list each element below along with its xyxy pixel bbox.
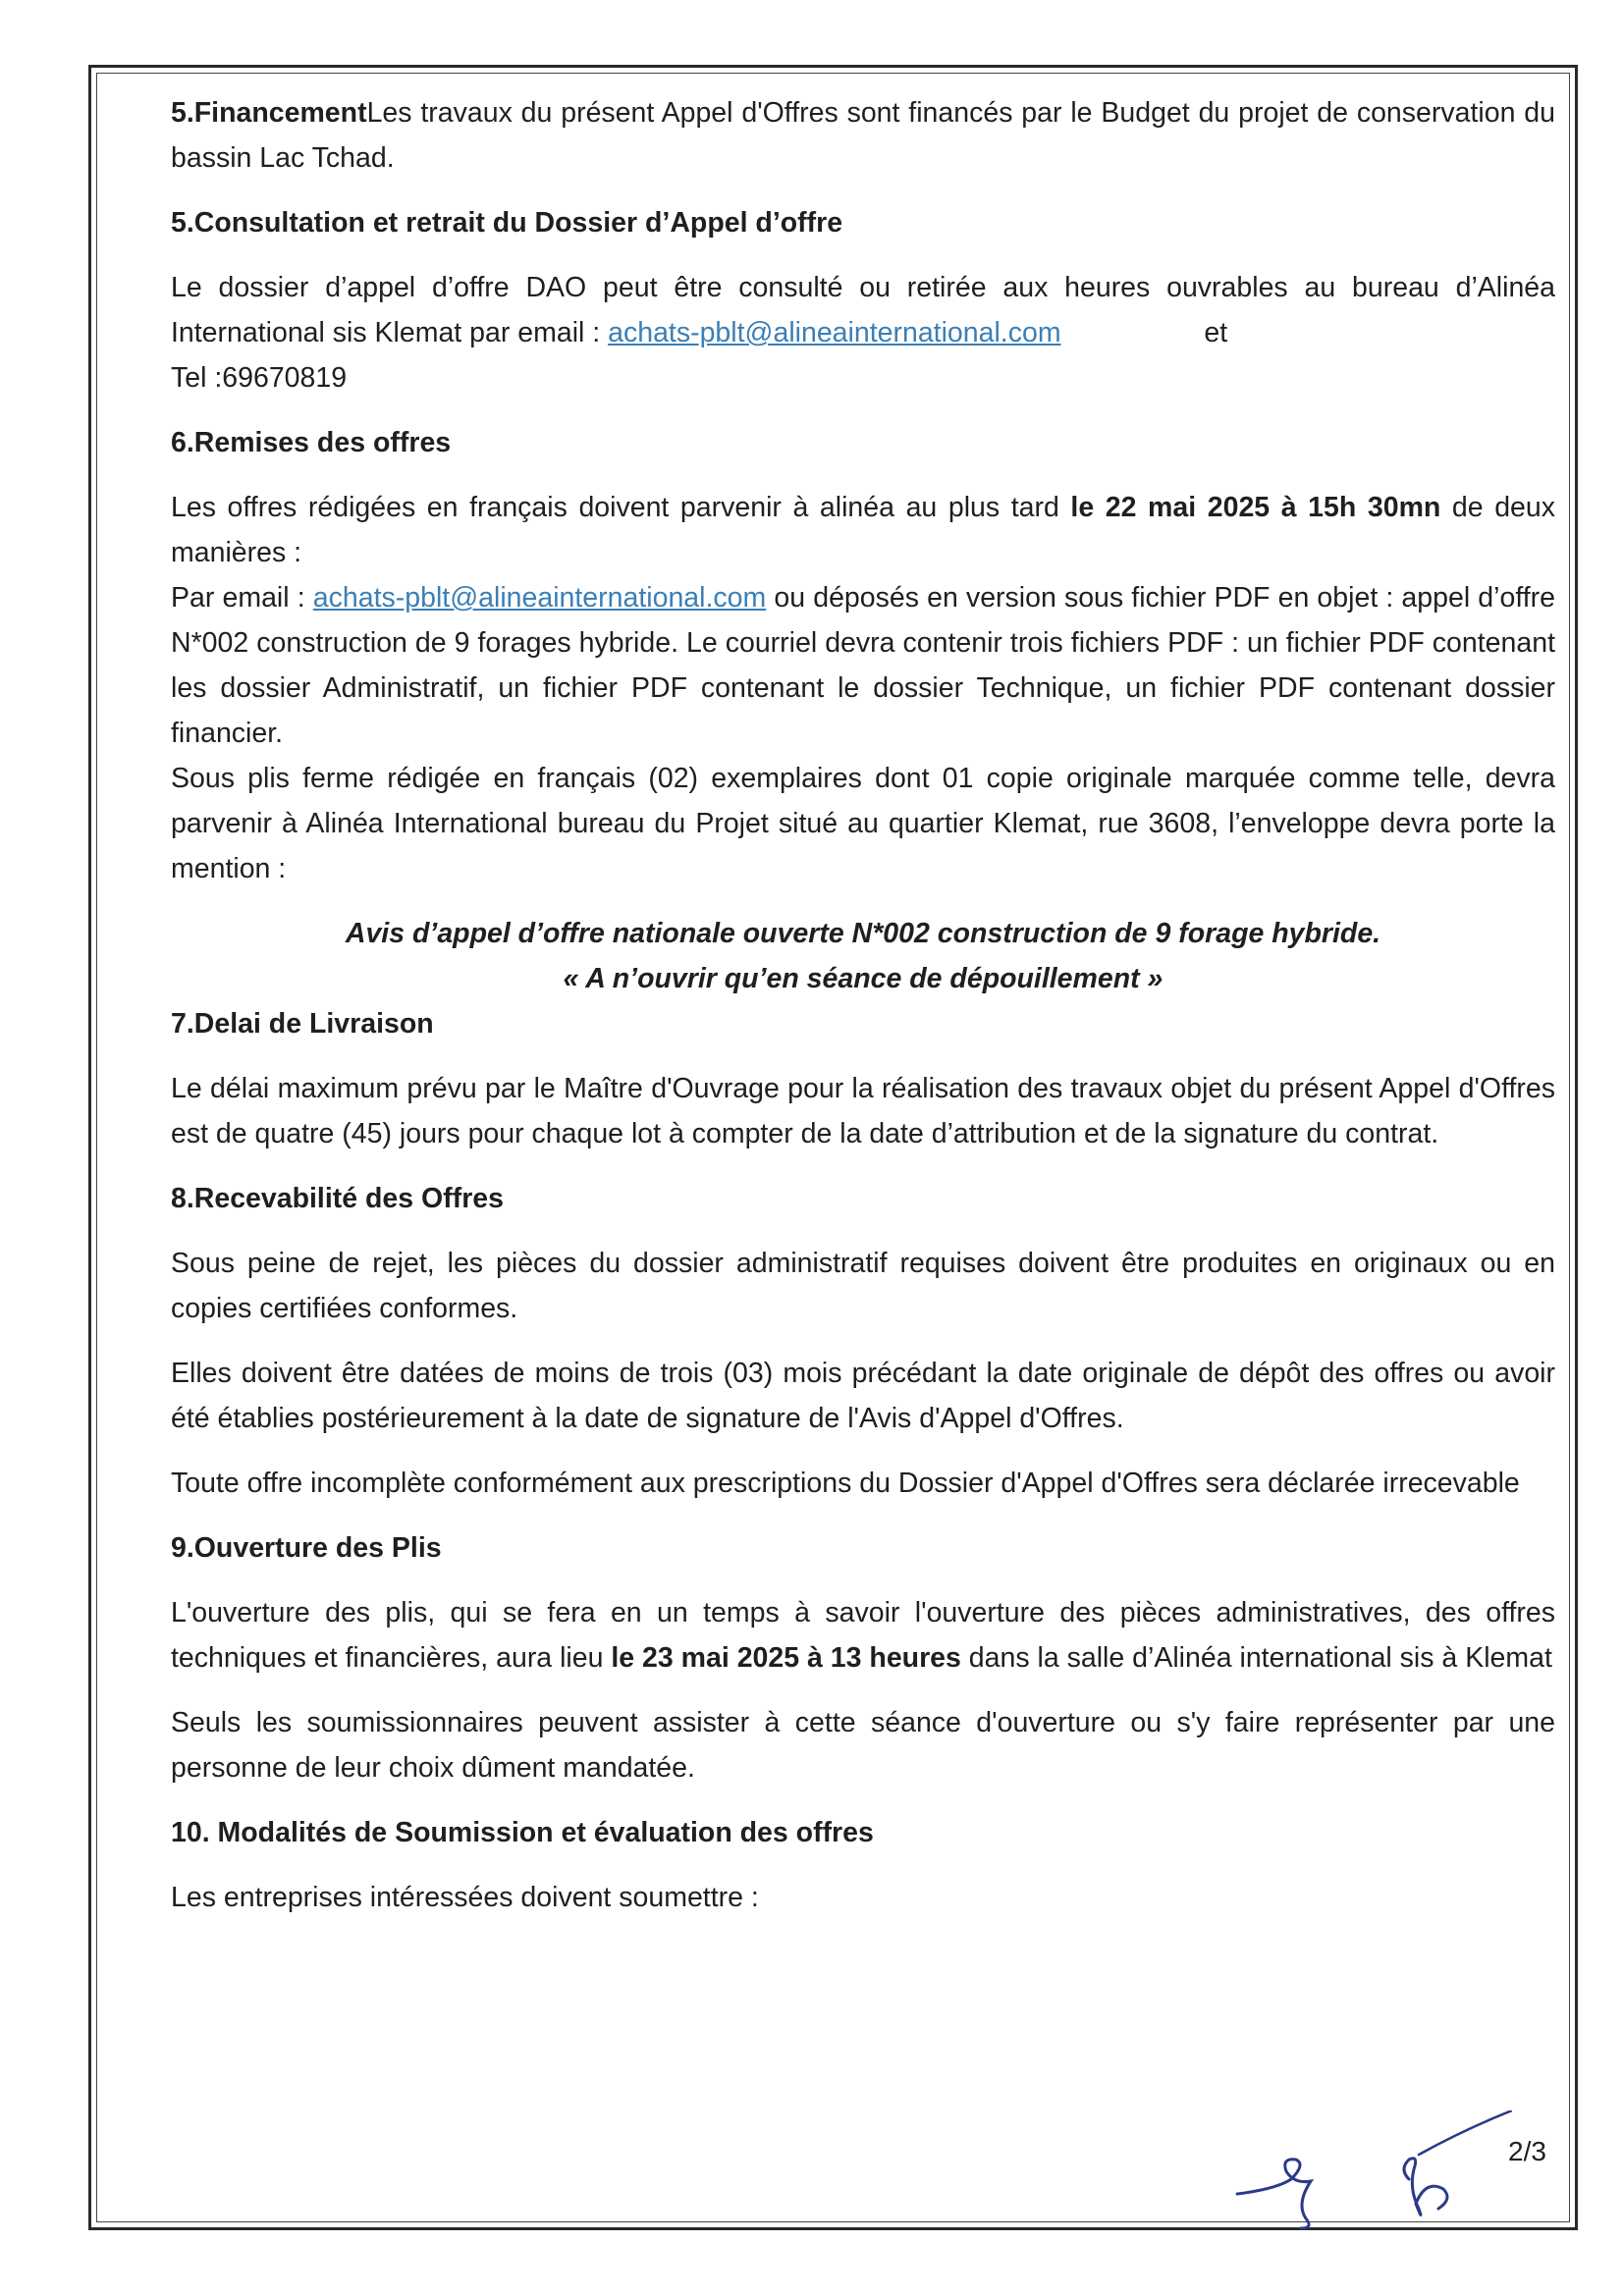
section-9-paragraph-1 <box>171 1590 1555 1681</box>
section-heading: 7.Delai de Livraison <box>171 1008 434 1040</box>
paragraph-text: de deux manières : <box>171 492 1555 568</box>
section-6-paragraph-3: Sous plis ferme rédigée en français (02) exemplaires dont 01 copie originale marquée comme telle, devra parvenir à Alinéa International bureau du Projet situé au quartier Klemat, rue 3608, l’enveloppe devra porte la mention : <box>171 763 1555 884</box>
document-body <box>171 90 1555 1920</box>
paragraph-text: dans la salle d’Alinéa international sis à Klemat <box>960 1642 1552 1674</box>
section-heading: 6.Remises des offres <box>171 427 452 458</box>
paragraph-text: Par email : <box>171 582 313 614</box>
section-6-paragraph-1 <box>171 485 1555 575</box>
envelope-mention-1: Avis d’appel d’offre nationale ouverte N*002 construction de 9 forage hybride. <box>345 918 1381 949</box>
email-link[interactable]: achats-pblt@alineainternational.com <box>312 582 767 614</box>
phone-number: Tel :69670819 <box>171 362 348 394</box>
envelope-mention-2: « A n’ouvrir qu’en séance de dépouillement » <box>563 963 1163 994</box>
paragraph-text: ou déposés en version sous fichier PDF en objet : appel d’offre N*002 construction de 9 forages hybride. Le courriel devra contenir trois fichiers PDF : un fichier PDF contenant les dossier Administratif, un fichier PDF contenant le dossier Technique, un fichier PDF contenant dossier financier. <box>171 582 1555 749</box>
paragraph-text: Les offres rédigées en français doivent parvenir à alinéa au plus tard <box>171 492 1071 523</box>
section-heading: 5.Financement <box>171 97 367 129</box>
opening-date: le 23 mai 2025 à 13 heures <box>611 1642 961 1674</box>
section-8-paragraph-1: Sous peine de rejet, les pièces du dossier administratif requises doivent être produites en originaux ou en copies certifiées conformes. <box>171 1248 1555 1324</box>
paragraph-text: Les travaux du présent Appel d'Offres sont financés par le Budget du projet de conservation du bassin Lac Tchad. <box>171 97 1555 174</box>
section-7-text: Le délai maximum prévu par le Maître d'Ouvrage pour la réalisation des travaux objet du présent Appel d'Offres est de quatre (45) jours pour chaque lot à compter de la date d’attribution et de la signature du contrat. <box>171 1073 1555 1149</box>
page-number: 2/3 <box>1508 2136 1546 2166</box>
deadline-date: le 22 mai 2025 à 15h 30mn <box>1070 492 1441 523</box>
section-5-financement <box>171 90 1555 181</box>
email-link[interactable]: achats-pblt@alineainternational.com <box>608 317 1061 348</box>
section-9-paragraph-2: Seuls les soumissionnaires peuvent assister à cette séance d'ouverture ou s'y faire représenter par une personne de leur choix dûment mandatée. <box>171 1707 1555 1784</box>
section-5-consultation-text <box>171 265 1555 400</box>
section-heading: 8.Recevabilité des Offres <box>171 1183 504 1214</box>
section-heading: 10. Modalités de Soumission et évaluation des offres <box>171 1817 874 1848</box>
section-heading: 5.Consultation et retrait du Dossier d’Appel d’offre <box>171 207 843 239</box>
paragraph-text: L'ouverture des plis, qui se fera en un temps à savoir l'ouverture des pièces administratives, des offres techniques et financières, aura lieu <box>171 1597 1555 1674</box>
paragraph-text: et <box>1196 317 1228 348</box>
section-8-paragraph-2: Elles doivent être datées de moins de trois (03) mois précédant la date originale de dépôt des offres ou avoir été établies postérieurement à la date de signature de l'Avis d'Appel d'Offres. <box>171 1358 1555 1434</box>
section-heading: 9.Ouverture des Plis <box>171 1532 442 1564</box>
paragraph-text: Le dossier d’appel d’offre DAO peut être consulté ou retirée aux heures ouvrables au bureau d’Alinéa International sis Klemat par email : <box>171 272 1555 348</box>
section-10-text: Les entreprises intéressées doivent soumettre : <box>171 1882 759 1913</box>
section-8-paragraph-3: Toute offre incomplète conformément aux prescriptions du Dossier d'Appel d'Offres sera déclarée irrecevable <box>171 1468 1520 1499</box>
section-6-paragraph-2 <box>171 575 1555 756</box>
handwritten-initials <box>1217 2110 1512 2238</box>
